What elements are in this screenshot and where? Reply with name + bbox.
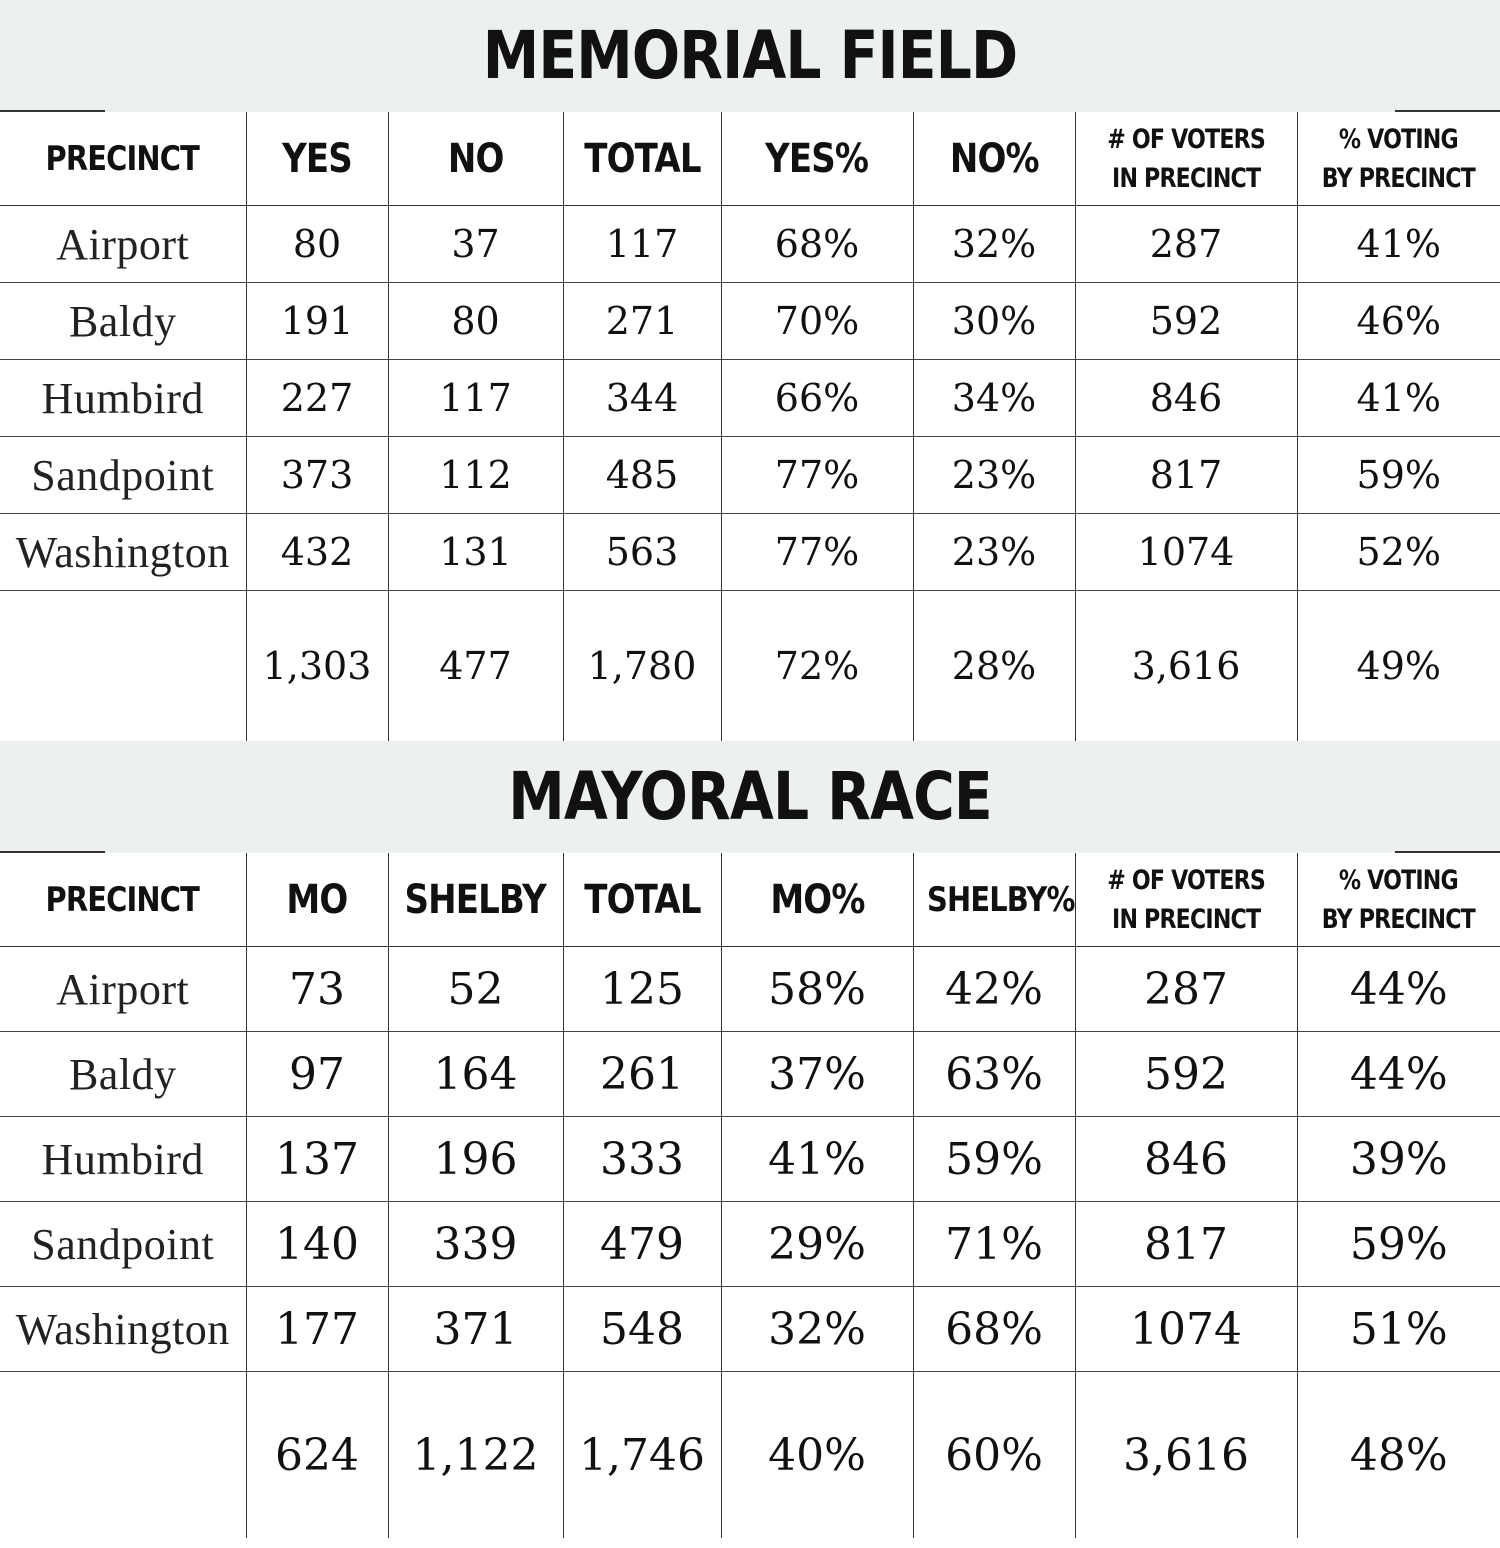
value-cell: 548 <box>563 1287 721 1372</box>
column-header: NO% <box>913 112 1075 206</box>
section-header <box>0 741 1500 853</box>
results-table <box>0 853 1500 1538</box>
table-row <box>0 283 1500 360</box>
value-cell: 52 <box>388 947 563 1032</box>
value-cell: 592 <box>1075 1032 1297 1117</box>
value-cell: 112 <box>388 437 563 514</box>
total-cell: 477 <box>388 591 563 742</box>
value-cell: 41% <box>1297 360 1500 437</box>
precinct-name-cell: Sandpoint <box>0 1202 246 1287</box>
column-header: PRECINCT <box>0 853 246 947</box>
value-cell: 271 <box>563 283 721 360</box>
value-cell: 37 <box>388 206 563 283</box>
precinct-name-cell: Humbird <box>0 1117 246 1202</box>
value-cell: 817 <box>1075 437 1297 514</box>
value-cell: 52% <box>1297 514 1500 591</box>
header-row <box>0 112 1500 206</box>
column-header: # OF VOTERS IN PRECINCT <box>1075 853 1297 947</box>
value-cell: 32% <box>721 1287 913 1372</box>
value-cell: 30% <box>913 283 1075 360</box>
column-header: PRECINCT <box>0 112 246 206</box>
value-cell: 227 <box>246 360 388 437</box>
value-cell: 42% <box>913 947 1075 1032</box>
column-header: % VOTING BY PRECINCT <box>1297 112 1500 206</box>
value-cell: 46% <box>1297 283 1500 360</box>
total-cell: 40% <box>721 1372 913 1539</box>
table-row <box>0 437 1500 514</box>
value-cell: 59% <box>1297 437 1500 514</box>
value-cell: 479 <box>563 1202 721 1287</box>
value-cell: 41% <box>721 1117 913 1202</box>
value-cell: 846 <box>1075 1117 1297 1202</box>
value-cell: 333 <box>563 1117 721 1202</box>
total-cell: 1,122 <box>388 1372 563 1539</box>
value-cell: 287 <box>1075 206 1297 283</box>
value-cell: 344 <box>563 360 721 437</box>
value-cell: 32% <box>913 206 1075 283</box>
total-cell: 60% <box>913 1372 1075 1539</box>
table-row <box>0 1117 1500 1202</box>
table-row <box>0 360 1500 437</box>
table-row <box>0 1287 1500 1372</box>
table-row <box>0 1202 1500 1287</box>
value-cell: 44% <box>1297 947 1500 1032</box>
value-cell: 125 <box>563 947 721 1032</box>
total-cell: 48% <box>1297 1372 1500 1539</box>
value-cell: 1074 <box>1075 514 1297 591</box>
value-cell: 68% <box>721 206 913 283</box>
value-cell: 339 <box>388 1202 563 1287</box>
total-cell: 72% <box>721 591 913 742</box>
value-cell: 191 <box>246 283 388 360</box>
value-cell: 117 <box>563 206 721 283</box>
precinct-name-cell: Baldy <box>0 1032 246 1117</box>
precinct-name-cell: Sandpoint <box>0 437 246 514</box>
value-cell: 23% <box>913 514 1075 591</box>
table-row <box>0 947 1500 1032</box>
value-cell: 485 <box>563 437 721 514</box>
value-cell: 80 <box>388 283 563 360</box>
table-row <box>0 1032 1500 1117</box>
totals-row <box>0 1372 1500 1539</box>
precinct-name-cell: Airport <box>0 206 246 283</box>
table-row <box>0 514 1500 591</box>
value-cell: 23% <box>913 437 1075 514</box>
value-cell: 70% <box>721 283 913 360</box>
value-cell: 51% <box>1297 1287 1500 1372</box>
column-header: TOTAL <box>563 853 721 947</box>
total-cell: 3,616 <box>1075 1372 1297 1539</box>
precinct-name-cell: Humbird <box>0 360 246 437</box>
value-cell: 177 <box>246 1287 388 1372</box>
value-cell: 80 <box>246 206 388 283</box>
value-cell: 373 <box>246 437 388 514</box>
total-cell: 3,616 <box>1075 591 1297 742</box>
section-header <box>0 0 1500 112</box>
value-cell: 59% <box>913 1117 1075 1202</box>
total-cell: 1,303 <box>246 591 388 742</box>
precinct-name-cell: Washington <box>0 1287 246 1372</box>
table-title: MAYORAL RACE <box>105 741 1395 853</box>
value-cell: 77% <box>721 437 913 514</box>
table-title: MEMORIAL FIELD <box>105 0 1395 112</box>
column-header: YES% <box>721 112 913 206</box>
total-cell: 1,746 <box>563 1372 721 1539</box>
value-cell: 563 <box>563 514 721 591</box>
column-header: MO% <box>721 853 913 947</box>
value-cell: 117 <box>388 360 563 437</box>
total-cell <box>0 1372 246 1539</box>
column-header: SHELBY% <box>913 853 1075 947</box>
total-cell: 49% <box>1297 591 1500 742</box>
value-cell: 261 <box>563 1032 721 1117</box>
column-header: % VOTING BY PRECINCT <box>1297 853 1500 947</box>
precinct-name-cell: Airport <box>0 947 246 1032</box>
value-cell: 817 <box>1075 1202 1297 1287</box>
value-cell: 58% <box>721 947 913 1032</box>
column-header: MO <box>246 853 388 947</box>
value-cell: 73 <box>246 947 388 1032</box>
column-header: NO <box>388 112 563 206</box>
value-cell: 59% <box>1297 1202 1500 1287</box>
value-cell: 164 <box>388 1032 563 1117</box>
column-header: YES <box>246 112 388 206</box>
value-cell: 44% <box>1297 1032 1500 1117</box>
total-cell <box>0 591 246 742</box>
value-cell: 140 <box>246 1202 388 1287</box>
value-cell: 1074 <box>1075 1287 1297 1372</box>
column-header: SHELBY <box>388 853 563 947</box>
value-cell: 97 <box>246 1032 388 1117</box>
precinct-name-cell: Washington <box>0 514 246 591</box>
value-cell: 371 <box>388 1287 563 1372</box>
value-cell: 66% <box>721 360 913 437</box>
value-cell: 287 <box>1075 947 1297 1032</box>
totals-row <box>0 591 1500 742</box>
results-table <box>0 112 1500 741</box>
value-cell: 77% <box>721 514 913 591</box>
value-cell: 41% <box>1297 206 1500 283</box>
value-cell: 34% <box>913 360 1075 437</box>
value-cell: 71% <box>913 1202 1075 1287</box>
table-row <box>0 206 1500 283</box>
value-cell: 846 <box>1075 360 1297 437</box>
value-cell: 29% <box>721 1202 913 1287</box>
header-row <box>0 853 1500 947</box>
column-header: TOTAL <box>563 112 721 206</box>
total-cell: 28% <box>913 591 1075 742</box>
total-cell: 1,780 <box>563 591 721 742</box>
value-cell: 432 <box>246 514 388 591</box>
value-cell: 68% <box>913 1287 1075 1372</box>
value-cell: 39% <box>1297 1117 1500 1202</box>
total-cell: 624 <box>246 1372 388 1539</box>
value-cell: 131 <box>388 514 563 591</box>
value-cell: 137 <box>246 1117 388 1202</box>
value-cell: 63% <box>913 1032 1075 1117</box>
value-cell: 37% <box>721 1032 913 1117</box>
column-header: # OF VOTERS IN PRECINCT <box>1075 112 1297 206</box>
value-cell: 592 <box>1075 283 1297 360</box>
precinct-name-cell: Baldy <box>0 283 246 360</box>
value-cell: 196 <box>388 1117 563 1202</box>
